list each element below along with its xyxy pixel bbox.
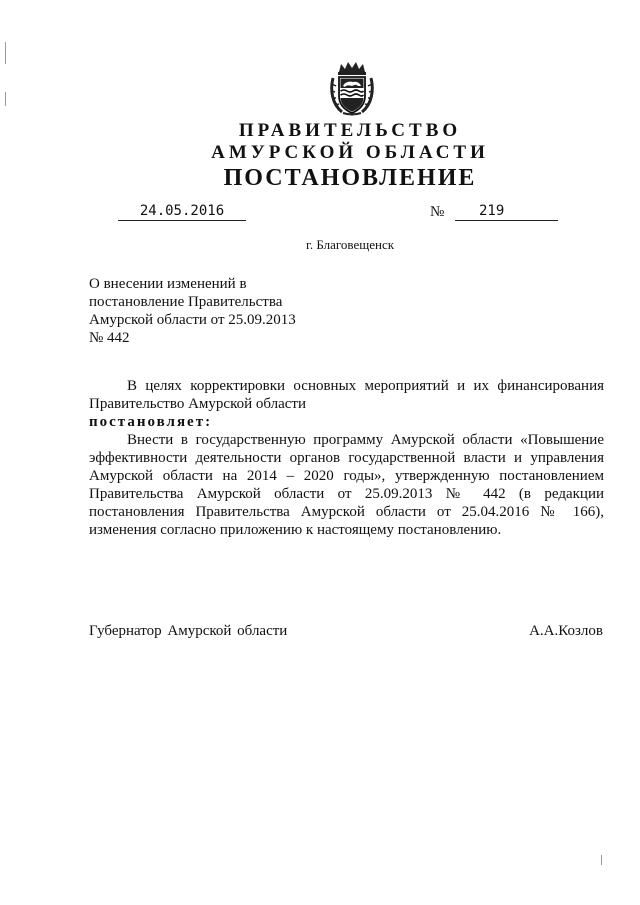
preamble-paragraph: В целях корректировки основных мероприятий и их финансирования Правительство Амурской области — [89, 378, 604, 412]
signer-name: А.А.Козлов — [529, 623, 603, 639]
org-name-line2: АМУРСКОЙ ОБЛАСТИ — [211, 142, 489, 163]
document-type-title: ПОСТАНОВЛЕНИЕ — [223, 165, 477, 191]
scan-mark — [5, 92, 6, 106]
subject-line: постановление Правительства — [89, 294, 283, 310]
document-date: 24.05.2016 — [118, 202, 246, 221]
decree-word: постановляет: — [89, 414, 213, 430]
resolution-paragraph: Внести в государственную программу Амурской области «Повышение эффективности деятельности органов государственной власти и управления Амурской области на 2014 – 2020 годы», утвержденную постановлением Правительства Амурской области от 25.09.2013 № 442 (в редакции постановления Правительства Амурской области от 25.04.2016 № 166), изменения согласно приложению к настоящему постановлению. — [89, 432, 604, 538]
subject-line: Амурской области от 25.09.2013 — [89, 312, 296, 328]
document-subject — [89, 275, 349, 347]
number-label: № — [430, 204, 445, 220]
subject-line: О внесении изменений в — [89, 276, 247, 292]
scan-mark — [5, 42, 6, 64]
org-name-line1: ПРАВИТЕЛЬСТВО — [238, 120, 462, 141]
signer-title: Губернатор Амурской области — [89, 623, 288, 639]
document-number: 219 — [455, 202, 558, 221]
city-name: г. Благовещенск — [305, 237, 395, 252]
amur-region-emblem-icon — [329, 58, 375, 116]
subject-line: № 442 — [89, 330, 130, 346]
scan-mark — [601, 855, 602, 865]
